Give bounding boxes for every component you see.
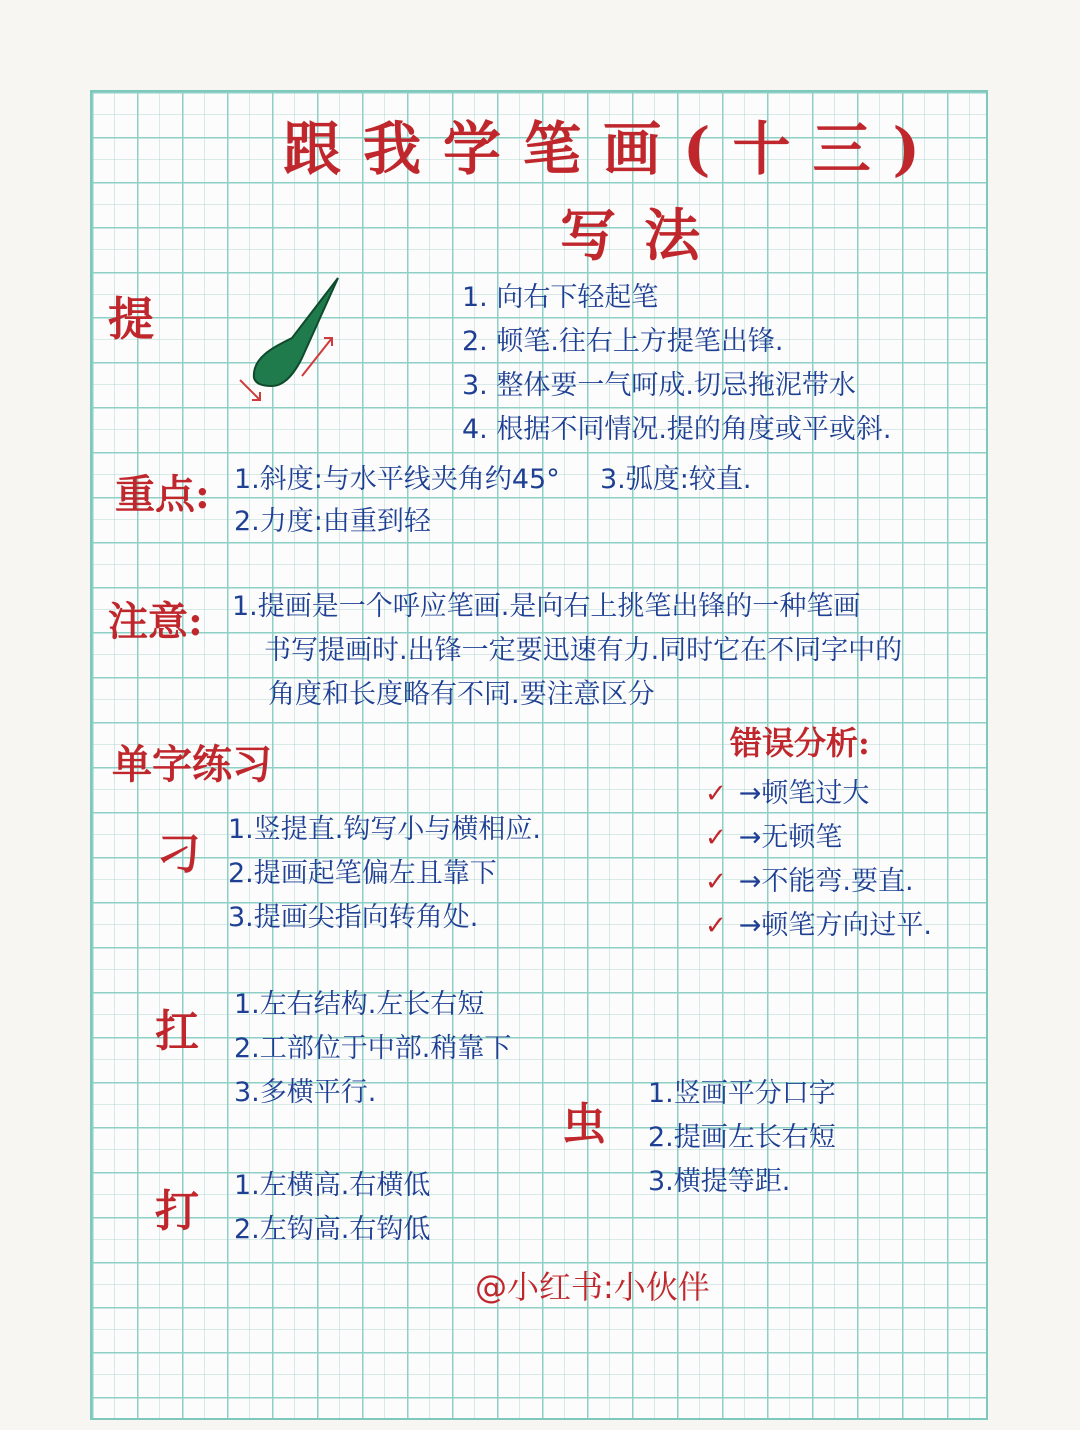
practice-note: 1.竖提直.钩写小与横相应.	[228, 814, 541, 845]
notice-line: 角度和长度略有不同.要注意区分	[268, 679, 655, 710]
page-title: 跟我学笔画(十三)	[283, 115, 942, 183]
notice-line: 1.提画是一个呼应笔画.是向右上挑笔出锋的一种笔画	[232, 591, 861, 622]
practice-note: 1.左横高.右横低	[234, 1170, 431, 1201]
notice-label: 注意:	[108, 598, 203, 645]
check-icon: ✓	[705, 779, 727, 809]
practice-char: 打	[155, 1186, 199, 1237]
stroke-shape	[254, 278, 338, 386]
practice-notes	[234, 1164, 430, 1252]
practice-note: 3.横提等距.	[648, 1166, 791, 1197]
practice-char: 虫	[562, 1099, 606, 1150]
practice-note: 2.左钩高.右钩低	[234, 1214, 431, 1245]
practice-char: 扛	[155, 1006, 199, 1057]
check-icon: ✓	[705, 867, 727, 897]
check-icon: ✓	[705, 823, 727, 853]
practice-note: 1.竖画平分口字	[648, 1078, 836, 1109]
error-item: ✓ →顿笔方向过平.	[705, 904, 932, 948]
method-step: 4. 根据不同情况.提的角度或平或斜.	[462, 414, 892, 445]
error-item: ✓ →顿笔过大	[705, 772, 932, 816]
practice-notes	[234, 983, 511, 1115]
practice-note: 1.左右结构.左长右短	[234, 989, 485, 1020]
practice-note: 3.提画尖指向转角处.	[228, 902, 479, 933]
key-point-item: 2.力度:由重到轻	[234, 506, 431, 537]
error-item: ✓ →无顿笔	[705, 816, 932, 860]
error-list	[705, 772, 932, 948]
practice-notes	[648, 1072, 836, 1204]
practice-note: 2.提画左长右短	[648, 1122, 836, 1153]
method-step: 2. 顿笔.往右上方提笔出锋.	[462, 326, 784, 357]
stroke-illustration	[232, 268, 352, 408]
practice-label: 单字练习	[112, 741, 272, 788]
practice-char: 刁	[157, 829, 201, 880]
check-icon: ✓	[705, 911, 727, 941]
error-item: ✓ →不能弯.要直.	[705, 860, 932, 904]
method-step: 3. 整体要一气呵成.切忌拖泥带水	[462, 370, 856, 401]
notice-line: 书写提画时.出锋一定要迅速有力.同时它在不同字中的	[264, 635, 903, 666]
key-point-item: 3.弧度:较直.	[600, 464, 752, 495]
page-subtitle: 写法	[560, 203, 728, 269]
key-point-item: 1.斜度:与水平线夹角约45°	[234, 464, 560, 495]
notice-text	[232, 585, 902, 717]
credit-text: @小红书:小伙伴	[475, 1268, 710, 1306]
practice-notes	[228, 808, 541, 940]
key-points-label: 重点:	[115, 471, 210, 518]
practice-note: 2.工部位于中部.稍靠下	[234, 1033, 512, 1064]
practice-note: 3.多横平行.	[234, 1077, 377, 1108]
error-analysis-label: 错误分析:	[730, 724, 870, 762]
method-step: 1. 向右下轻起笔	[462, 282, 659, 313]
practice-note: 2.提画起笔偏左且靠下	[228, 858, 497, 889]
method-steps	[462, 276, 892, 452]
stroke-char-label: 提	[108, 292, 154, 346]
